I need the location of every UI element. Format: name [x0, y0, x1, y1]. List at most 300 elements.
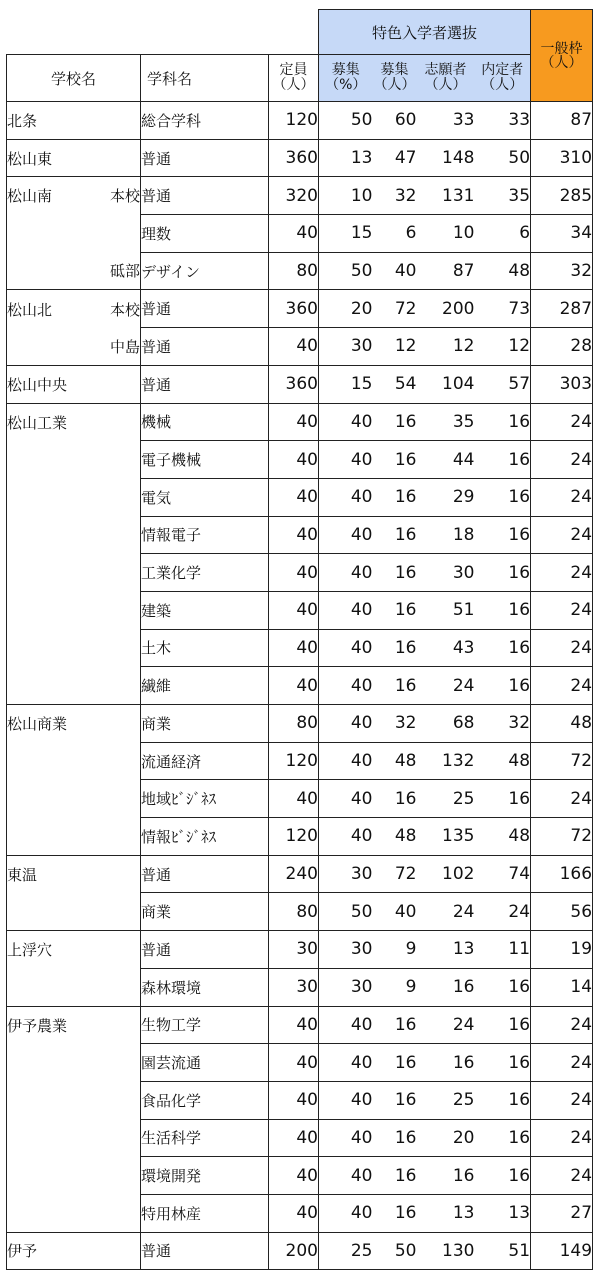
recruit-count-cell: 16: [373, 780, 417, 818]
recruit-count-cell: 16: [373, 1006, 417, 1044]
campus-cell: [81, 780, 141, 818]
recruit-count-cell: 16: [373, 403, 417, 441]
accepted-cell: 12: [475, 328, 531, 366]
recruit-percent-cell: 30: [319, 328, 373, 366]
header-row-columns: [7, 55, 593, 102]
department-cell: 情報ﾋﾞｼﾞﾈｽ: [141, 818, 269, 856]
campus-cell: [81, 478, 141, 516]
recruit-count-cell: 16: [373, 516, 417, 554]
recruit-count-cell: 50: [373, 1232, 417, 1270]
recruit-count-cell: 72: [373, 290, 417, 328]
recruit-percent-cell: 20: [319, 290, 373, 328]
recruit-count-cell: 9: [373, 968, 417, 1006]
school-name-cell: 伊予: [7, 1232, 81, 1270]
department-cell: 普通: [141, 855, 269, 893]
school-name-cell: 北条: [7, 102, 81, 140]
applicants-cell: 29: [417, 478, 475, 516]
campus-cell: [81, 102, 141, 140]
school-name-cell: [7, 780, 81, 818]
recruit-count-cell: 60: [373, 102, 417, 140]
accepted-cell: 16: [475, 478, 531, 516]
general-quota-cell: 24: [531, 441, 593, 479]
capacity-cell: 40: [269, 1081, 319, 1119]
applicants-cell: 131: [417, 177, 475, 215]
capacity-cell: 40: [269, 780, 319, 818]
campus-cell: [81, 139, 141, 177]
applicants-cell: 148: [417, 139, 475, 177]
campus-cell: [81, 1157, 141, 1195]
applicants-cell: 16: [417, 1044, 475, 1082]
school-name-cell: [7, 667, 81, 705]
recruit-percent-cell: 40: [319, 516, 373, 554]
table-row: [7, 931, 593, 969]
table-row: [7, 290, 593, 328]
general-quota-cell: 24: [531, 780, 593, 818]
general-quota-cell: 24: [531, 1044, 593, 1082]
capacity-cell: 360: [269, 139, 319, 177]
capacity-cell: 80: [269, 705, 319, 743]
school-name-cell: [7, 478, 81, 516]
table-row: [7, 1006, 593, 1044]
applicants-cell: 200: [417, 290, 475, 328]
applicants-cell: 10: [417, 215, 475, 253]
recruit-percent-cell: 25: [319, 1232, 373, 1270]
accepted-cell: 16: [475, 1006, 531, 1044]
school-name-cell: 東温: [7, 855, 81, 893]
accepted-cell: 16: [475, 1044, 531, 1082]
campus-cell: [81, 705, 141, 743]
campus-cell: [81, 629, 141, 667]
table-row: [7, 516, 593, 554]
general-quota-cell: 303: [531, 365, 593, 403]
school-name-cell: [7, 591, 81, 629]
table-row: [7, 968, 593, 1006]
recruit-count-cell: 16: [373, 591, 417, 629]
general-quota-header: 一般枠 （人）: [531, 10, 593, 102]
accepted-cell: 32: [475, 705, 531, 743]
table-row: [7, 139, 593, 177]
campus-cell: [81, 591, 141, 629]
recruit-count-cell: 16: [373, 554, 417, 592]
campus-cell: [81, 1006, 141, 1044]
accepted-cell: 16: [475, 667, 531, 705]
campus-cell: [81, 818, 141, 856]
recruit-percent-cell: 40: [319, 554, 373, 592]
table-row: [7, 1044, 593, 1082]
accepted-cell: 48: [475, 252, 531, 290]
recruit-percent-cell: 40: [319, 1006, 373, 1044]
recruit-percent-cell: 40: [319, 742, 373, 780]
department-cell: 普通: [141, 177, 269, 215]
table-row: [7, 328, 593, 366]
department-cell: 普通: [141, 290, 269, 328]
capacity-cell: 30: [269, 931, 319, 969]
recruit-percent-cell: 15: [319, 215, 373, 253]
recruit-count-cell: 16: [373, 1194, 417, 1232]
recruit-percent-header: 募集 （%）: [319, 55, 373, 102]
capacity-cell: 40: [269, 478, 319, 516]
applicants-cell: 130: [417, 1232, 475, 1270]
recruit-count-cell: 12: [373, 328, 417, 366]
school-name-cell: 松山商業: [7, 705, 81, 743]
table-row: [7, 1157, 593, 1195]
capacity-cell: 40: [269, 591, 319, 629]
recruit-count-cell: 16: [373, 478, 417, 516]
general-quota-cell: 56: [531, 893, 593, 931]
accepted-cell: 48: [475, 818, 531, 856]
general-quota-cell: 27: [531, 1194, 593, 1232]
general-quota-cell: 149: [531, 1232, 593, 1270]
accepted-cell: 16: [475, 968, 531, 1006]
accepted-cell: 16: [475, 1157, 531, 1195]
recruit-percent-cell: 40: [319, 667, 373, 705]
campus-cell: [81, 554, 141, 592]
accepted-cell: 16: [475, 554, 531, 592]
campus-cell: 中島: [109, 337, 140, 356]
applicants-cell: 24: [417, 667, 475, 705]
department-cell: 普通: [141, 365, 269, 403]
recruit-percent-cell: 40: [319, 591, 373, 629]
table-row: [7, 742, 593, 780]
general-quota-cell: 32: [531, 252, 593, 290]
applicants-cell: 16: [417, 1157, 475, 1195]
department-cell: 商業: [141, 893, 269, 931]
school-name-cell: [7, 554, 81, 592]
applicants-cell: 24: [417, 893, 475, 931]
department-cell: 繊維: [141, 667, 269, 705]
school-name-cell: [7, 1194, 81, 1232]
table-row: [7, 893, 593, 931]
accepted-cell: 35: [475, 177, 531, 215]
table-row: [7, 215, 593, 253]
general-quota-cell: 19: [531, 931, 593, 969]
capacity-cell: 120: [269, 102, 319, 140]
department-cell: 電子機械: [141, 441, 269, 479]
table-row: [7, 667, 593, 705]
recruit-count-cell: 32: [373, 177, 417, 215]
campus-cell: [81, 1119, 141, 1157]
capacity-cell: 360: [269, 290, 319, 328]
recruit-count-cell: 6: [373, 215, 417, 253]
special-selection-header: 特色入学者選抜: [319, 10, 531, 55]
recruit-percent-cell: 30: [319, 968, 373, 1006]
school-name-cell: [7, 516, 81, 554]
general-quota-cell: 24: [531, 1157, 593, 1195]
department-cell: デザイン: [141, 252, 269, 290]
school-name-cell: [7, 252, 81, 290]
accepted-cell: 73: [475, 290, 531, 328]
applicants-cell: 30: [417, 554, 475, 592]
recruit-count-header: 募集 （人）: [373, 55, 417, 102]
table-row: [7, 855, 593, 893]
applicants-cell: 16: [417, 968, 475, 1006]
applicants-cell: 24: [417, 1006, 475, 1044]
department-cell: 普通: [141, 1232, 269, 1270]
capacity-cell: 120: [269, 742, 319, 780]
general-quota-cell: 24: [531, 1081, 593, 1119]
accepted-cell: 16: [475, 441, 531, 479]
capacity-cell: 200: [269, 1232, 319, 1270]
accepted-cell: 57: [475, 365, 531, 403]
table-row: [7, 1194, 593, 1232]
school-name-cell: [7, 215, 81, 253]
general-quota-cell: 24: [531, 591, 593, 629]
department-cell: 普通: [141, 931, 269, 969]
department-cell: 園芸流通: [141, 1044, 269, 1082]
accepted-cell: 24: [475, 893, 531, 931]
capacity-header: 定員 （人）: [269, 55, 319, 102]
campus-cell: [81, 855, 141, 893]
accepted-cell: 16: [475, 1119, 531, 1157]
recruit-count-cell: 16: [373, 667, 417, 705]
header-row-top: [7, 10, 593, 55]
recruit-percent-cell: 40: [319, 1081, 373, 1119]
accepted-cell: 16: [475, 1081, 531, 1119]
applicants-cell: 132: [417, 742, 475, 780]
capacity-cell: 80: [269, 252, 319, 290]
capacity-cell: 40: [269, 516, 319, 554]
capacity-cell: 120: [269, 818, 319, 856]
table-row: [7, 780, 593, 818]
campus-cell: [81, 667, 141, 705]
table-row: [7, 705, 593, 743]
department-cell: 理数: [141, 215, 269, 253]
department-cell: 建築: [141, 591, 269, 629]
recruit-percent-cell: 13: [319, 139, 373, 177]
capacity-cell: 40: [269, 215, 319, 253]
accepted-cell: 51: [475, 1232, 531, 1270]
recruit-percent-cell: 40: [319, 629, 373, 667]
general-quota-cell: 14: [531, 968, 593, 1006]
department-cell: 地域ﾋﾞｼﾞﾈｽ: [141, 780, 269, 818]
campus-cell: [81, 968, 141, 1006]
general-quota-cell: 28: [531, 328, 593, 366]
recruit-count-cell: 40: [373, 893, 417, 931]
campus-cell: [81, 441, 141, 479]
campus-cell: [81, 1232, 141, 1270]
capacity-cell: 40: [269, 554, 319, 592]
recruit-count-cell: 54: [373, 365, 417, 403]
campus-cell: 本校: [81, 290, 141, 328]
recruit-percent-cell: 40: [319, 1119, 373, 1157]
school-name-cell: [7, 1081, 81, 1119]
capacity-cell: 40: [269, 1119, 319, 1157]
department-cell: 普通: [141, 328, 269, 366]
accepted-cell: 16: [475, 591, 531, 629]
recruit-count-cell: 16: [373, 1044, 417, 1082]
school-name-cell: [7, 1119, 81, 1157]
recruit-percent-cell: 40: [319, 1157, 373, 1195]
school-name-cell: 松山工業: [7, 403, 81, 441]
recruit-count-cell: 9: [373, 931, 417, 969]
school-name-cell: [7, 629, 81, 667]
recruit-percent-cell: 10: [319, 177, 373, 215]
recruit-percent-cell: 40: [319, 818, 373, 856]
general-quota-cell: 48: [531, 705, 593, 743]
recruit-percent-cell: 30: [319, 855, 373, 893]
table-row: [7, 818, 593, 856]
department-cell: 機械: [141, 403, 269, 441]
recruit-count-cell: 16: [373, 1157, 417, 1195]
capacity-cell: 40: [269, 1044, 319, 1082]
accepted-cell: 48: [475, 742, 531, 780]
capacity-cell: 360: [269, 365, 319, 403]
recruit-count-cell: 48: [373, 818, 417, 856]
accepted-cell: 50: [475, 139, 531, 177]
department-cell: 食品化学: [141, 1081, 269, 1119]
department-cell: 生活科学: [141, 1119, 269, 1157]
applicants-cell: 51: [417, 591, 475, 629]
department-cell: 工業化学: [141, 554, 269, 592]
school-name-header: 学校名: [7, 55, 141, 102]
recruit-percent-cell: 40: [319, 478, 373, 516]
recruit-percent-cell: 50: [319, 252, 373, 290]
general-quota-cell: 24: [531, 516, 593, 554]
recruit-percent-cell: 40: [319, 1194, 373, 1232]
applicants-cell: 13: [417, 1194, 475, 1232]
school-name-cell: 松山南: [7, 177, 81, 215]
capacity-cell: 40: [269, 1006, 319, 1044]
department-cell: 普通: [141, 139, 269, 177]
accepted-cell: 33: [475, 102, 531, 140]
school-name-cell: 上浮穴: [7, 931, 81, 969]
general-quota-cell: 72: [531, 818, 593, 856]
applicants-cell: 102: [417, 855, 475, 893]
campus-cell: [81, 516, 141, 554]
table-body: [7, 102, 593, 1270]
recruit-percent-cell: 40: [319, 441, 373, 479]
recruit-count-cell: 16: [373, 1081, 417, 1119]
general-quota-cell: 285: [531, 177, 593, 215]
accepted-header: 内定者 （人）: [475, 55, 531, 102]
capacity-cell: 240: [269, 855, 319, 893]
recruit-count-cell: 16: [373, 1119, 417, 1157]
recruit-percent-cell: 50: [319, 893, 373, 931]
department-cell: 森林環境: [141, 968, 269, 1006]
applicants-cell: 33: [417, 102, 475, 140]
accepted-cell: 13: [475, 1194, 531, 1232]
department-cell: 電気: [141, 478, 269, 516]
capacity-cell: 40: [269, 441, 319, 479]
applicants-cell: 135: [417, 818, 475, 856]
general-quota-cell: 72: [531, 742, 593, 780]
school-name-cell: 伊予農業: [7, 1006, 81, 1044]
general-quota-cell: 24: [531, 629, 593, 667]
recruit-count-cell: 47: [373, 139, 417, 177]
campus-cell: [81, 365, 141, 403]
capacity-cell: 40: [269, 629, 319, 667]
campus-cell: [81, 742, 141, 780]
applicants-cell: 25: [417, 780, 475, 818]
recruit-percent-cell: 40: [319, 705, 373, 743]
capacity-cell: 40: [269, 403, 319, 441]
applicants-cell: 20: [417, 1119, 475, 1157]
capacity-cell: 40: [269, 328, 319, 366]
school-name-cell: [7, 441, 81, 479]
school-name-cell: 松山北: [7, 290, 81, 328]
applicants-cell: 35: [417, 403, 475, 441]
general-quota-cell: 166: [531, 855, 593, 893]
department-cell: 情報電子: [141, 516, 269, 554]
school-name-cell: [7, 1044, 81, 1082]
campus-cell: [81, 215, 141, 253]
recruit-percent-cell: 40: [319, 780, 373, 818]
table-row: [7, 1232, 593, 1270]
campus-cell: [81, 931, 141, 969]
department-cell: 生物工学: [141, 1006, 269, 1044]
table-row: [7, 365, 593, 403]
table-row: [7, 102, 593, 140]
general-quota-cell: 24: [531, 667, 593, 705]
department-cell: 環境開発: [141, 1157, 269, 1195]
table-row: [7, 441, 593, 479]
table-row: [7, 1081, 593, 1119]
school-name-cell: [7, 893, 81, 931]
recruit-percent-cell: 50: [319, 102, 373, 140]
table-row: [7, 591, 593, 629]
accepted-cell: 16: [475, 403, 531, 441]
school-name-cell: [7, 328, 81, 366]
school-name-cell: [7, 968, 81, 1006]
department-header: 学科名: [141, 55, 269, 102]
capacity-cell: 320: [269, 177, 319, 215]
department-cell: 流通経済: [141, 742, 269, 780]
recruit-count-cell: 16: [373, 441, 417, 479]
applicants-cell: 13: [417, 931, 475, 969]
school-name-cell: [7, 742, 81, 780]
applicants-cell: 87: [417, 252, 475, 290]
table-row: [7, 177, 593, 215]
accepted-cell: 16: [475, 780, 531, 818]
recruit-count-cell: 40: [373, 252, 417, 290]
capacity-cell: 40: [269, 1157, 319, 1195]
general-quota-cell: 24: [531, 1006, 593, 1044]
general-quota-cell: 287: [531, 290, 593, 328]
applicants-cell: 43: [417, 629, 475, 667]
school-name-cell: 松山中央: [7, 365, 81, 403]
table-row: [7, 629, 593, 667]
applicants-cell: 25: [417, 1081, 475, 1119]
table-row: [7, 1119, 593, 1157]
applicants-cell: 18: [417, 516, 475, 554]
accepted-cell: 6: [475, 215, 531, 253]
department-cell: 商業: [141, 705, 269, 743]
general-quota-cell: 24: [531, 478, 593, 516]
school-name-cell: [7, 1157, 81, 1195]
campus-cell: [81, 1081, 141, 1119]
accepted-cell: 74: [475, 855, 531, 893]
applicants-cell: 44: [417, 441, 475, 479]
general-quota-cell: 24: [531, 1119, 593, 1157]
table-row: [7, 252, 593, 290]
recruit-count-cell: 72: [373, 855, 417, 893]
applicants-cell: 68: [417, 705, 475, 743]
campus-cell: 砥部: [109, 262, 140, 281]
admissions-table: [6, 9, 593, 1270]
department-cell: 特用林産: [141, 1194, 269, 1232]
table-row: [7, 403, 593, 441]
department-cell: 総合学科: [141, 102, 269, 140]
campus-cell: 本校: [81, 177, 141, 215]
applicants-cell: 104: [417, 365, 475, 403]
table-row: [7, 554, 593, 592]
campus-cell: [81, 1194, 141, 1232]
recruit-percent-cell: 15: [319, 365, 373, 403]
accepted-cell: 16: [475, 629, 531, 667]
campus-cell: [81, 403, 141, 441]
department-cell: 土木: [141, 629, 269, 667]
recruit-percent-cell: 40: [319, 403, 373, 441]
